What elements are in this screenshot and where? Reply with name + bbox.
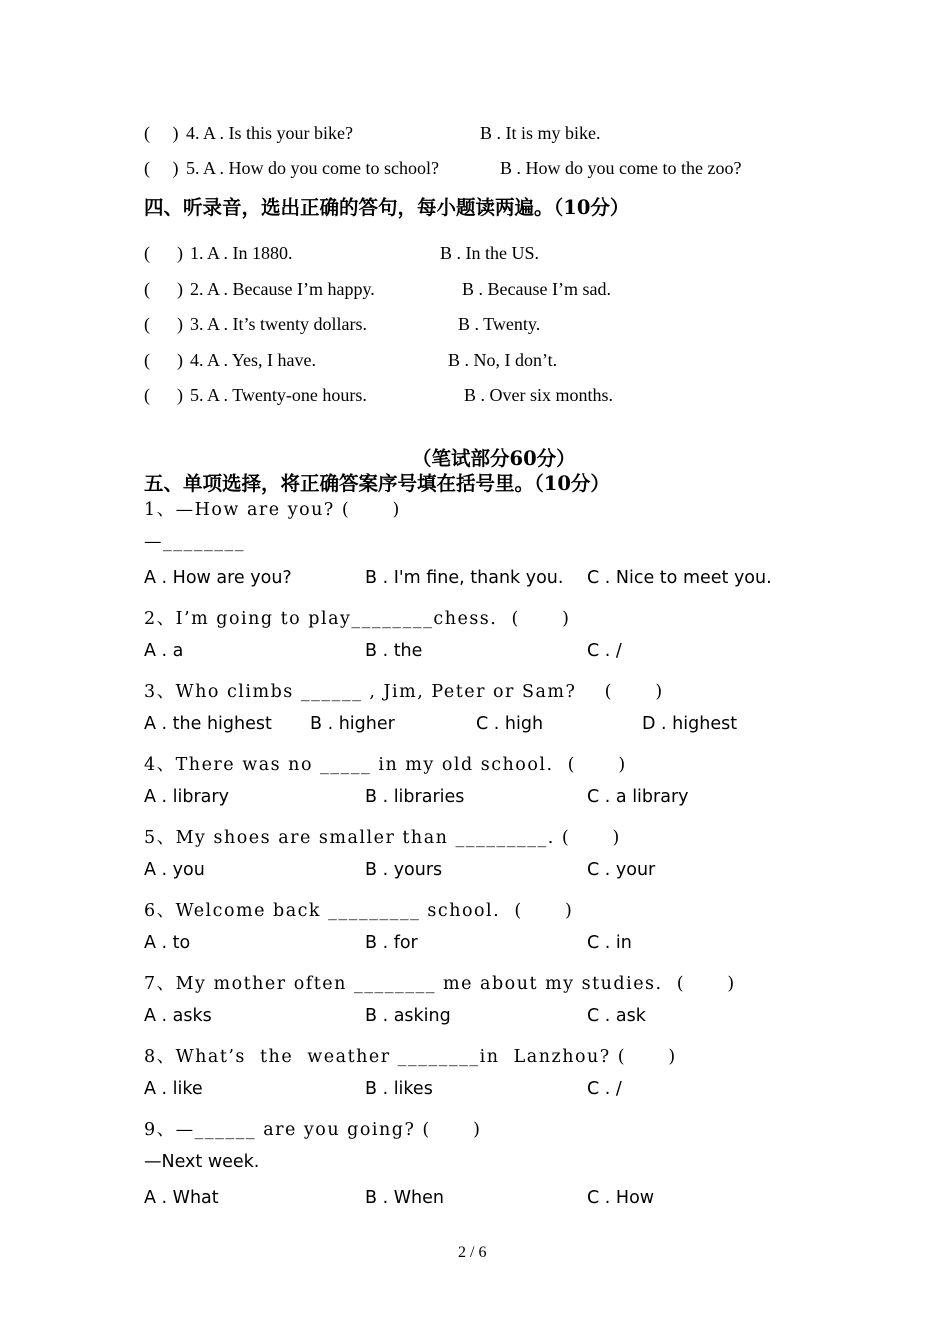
s5-q3-option-d[interactable]: D . highest: [642, 714, 738, 734]
s5-q4-option-c[interactable]: C . a library: [587, 787, 689, 807]
s5-q9-option-b[interactable]: B . When: [365, 1188, 444, 1208]
s5-q9-answer-line: —Next week.: [144, 1152, 260, 1172]
s5-q3-option-b[interactable]: B . higher: [310, 714, 395, 734]
section4-title: 四、听录音，选出正确的答句，每小题读两遍。（10分）: [144, 196, 630, 219]
s5-q8-option-b[interactable]: B . likes: [365, 1079, 433, 1099]
s5-q9-option-a[interactable]: A . What: [144, 1188, 219, 1208]
s4-q4-option-b: B . No, I don’t.: [448, 350, 558, 370]
s5-q8-option-a[interactable]: A . like: [144, 1079, 203, 1099]
s4-q5-option-b: B . Over six months.: [464, 385, 614, 405]
written-part-heading: （笔试部分60分）: [412, 447, 576, 470]
s4-q3-option-a: 3. A . It’s twenty dollars.: [190, 314, 367, 334]
s5-q2-option-c[interactable]: C . /: [587, 641, 622, 661]
s5-q9-option-c[interactable]: C . How: [587, 1188, 655, 1208]
s3-q4-option-a: 4. A . Is this your bike?: [186, 123, 353, 143]
page-number: 2 / 6: [458, 1244, 487, 1261]
s5-q8-option-c[interactable]: C . /: [587, 1079, 622, 1099]
s5-q6-option-a[interactable]: A . to: [144, 933, 191, 953]
s5-q3-stem: 3、Who climbs ______ , Jim, Peter or Sam? ( ): [144, 682, 664, 702]
s4-q1-option-b: B . In the US.: [440, 243, 539, 263]
s5-q5-option-a[interactable]: A . you: [144, 860, 205, 880]
s5-q8-stem: 8、What’s the weather ________in Lanzhou? ( ): [144, 1047, 677, 1067]
s3-q4-option-b: B . It is my bike.: [480, 123, 601, 143]
s5-q9-stem: 9、—______ are you going? ( ): [144, 1120, 482, 1140]
s5-q5-option-b[interactable]: B . yours: [365, 860, 443, 880]
s5-q6-option-b[interactable]: B . for: [365, 933, 418, 953]
s4-q1-paren[interactable]: ( ): [144, 243, 183, 263]
s5-q1-answer-line: —________: [144, 532, 245, 552]
section5-title: 五、单项选择，将正确答案序号填在括号里。（10分）: [144, 472, 610, 495]
s5-q4-stem: 4、There was no _____ in my old school. ( ): [144, 755, 627, 775]
s5-q1-option-a[interactable]: A . How are you?: [144, 568, 292, 588]
s3-q5-option-b: B . How do you come to the zoo?: [500, 158, 742, 178]
s4-q5-option-a: 5. A . Twenty-one hours.: [190, 385, 367, 405]
s4-q3-option-b: B . Twenty.: [458, 314, 541, 334]
s5-q2-stem: 2、I’m going to play________chess. ( ): [144, 609, 571, 629]
s4-q3-paren[interactable]: ( ): [144, 314, 183, 334]
s5-q4-option-a[interactable]: A . library: [144, 787, 229, 807]
s4-q2-option-a: 2. A . Because I’m happy.: [190, 279, 375, 299]
s5-q3-option-c[interactable]: C . high: [476, 714, 544, 734]
s5-q6-option-c[interactable]: C . in: [587, 933, 632, 953]
s4-q4-paren[interactable]: ( ): [144, 350, 183, 370]
s5-q7-stem: 7、My mother often ________ me about my studies. ( ): [144, 974, 736, 994]
s5-q1-option-c[interactable]: C . Nice to meet you.: [587, 568, 772, 588]
s5-q2-option-a[interactable]: A . a: [144, 641, 184, 661]
s5-q1-stem: 1、—How are you? ( ): [144, 500, 401, 520]
s5-q3-option-a[interactable]: A . the highest: [144, 714, 272, 734]
s5-q4-option-b[interactable]: B . libraries: [365, 787, 465, 807]
s5-q7-option-a[interactable]: A . asks: [144, 1006, 212, 1026]
s4-q2-paren[interactable]: ( ): [144, 279, 183, 299]
s3-q5-paren[interactable]: ( ): [144, 158, 179, 178]
s5-q6-stem: 6、Welcome back _________ school. ( ): [144, 901, 574, 921]
s5-q7-option-b[interactable]: B . asking: [365, 1006, 451, 1026]
s3-q5-option-a: 5. A . How do you come to school?: [186, 158, 439, 178]
s5-q2-option-b[interactable]: B . the: [365, 641, 423, 661]
s5-q7-option-c[interactable]: C . ask: [587, 1006, 646, 1026]
s4-q5-paren[interactable]: ( ): [144, 385, 183, 405]
s4-q2-option-b: B . Because I’m sad.: [462, 279, 611, 299]
s5-q1-option-b[interactable]: B . I'm fine, thank you.: [365, 568, 564, 588]
s4-q1-option-a: 1. A . In 1880.: [190, 243, 293, 263]
s4-q4-option-a: 4. A . Yes, I have.: [190, 350, 317, 370]
s5-q5-stem: 5、My shoes are smaller than _________. ( ): [144, 828, 621, 848]
s5-q5-option-c[interactable]: C . your: [587, 860, 656, 880]
s3-q4-paren[interactable]: ( ): [144, 123, 179, 143]
